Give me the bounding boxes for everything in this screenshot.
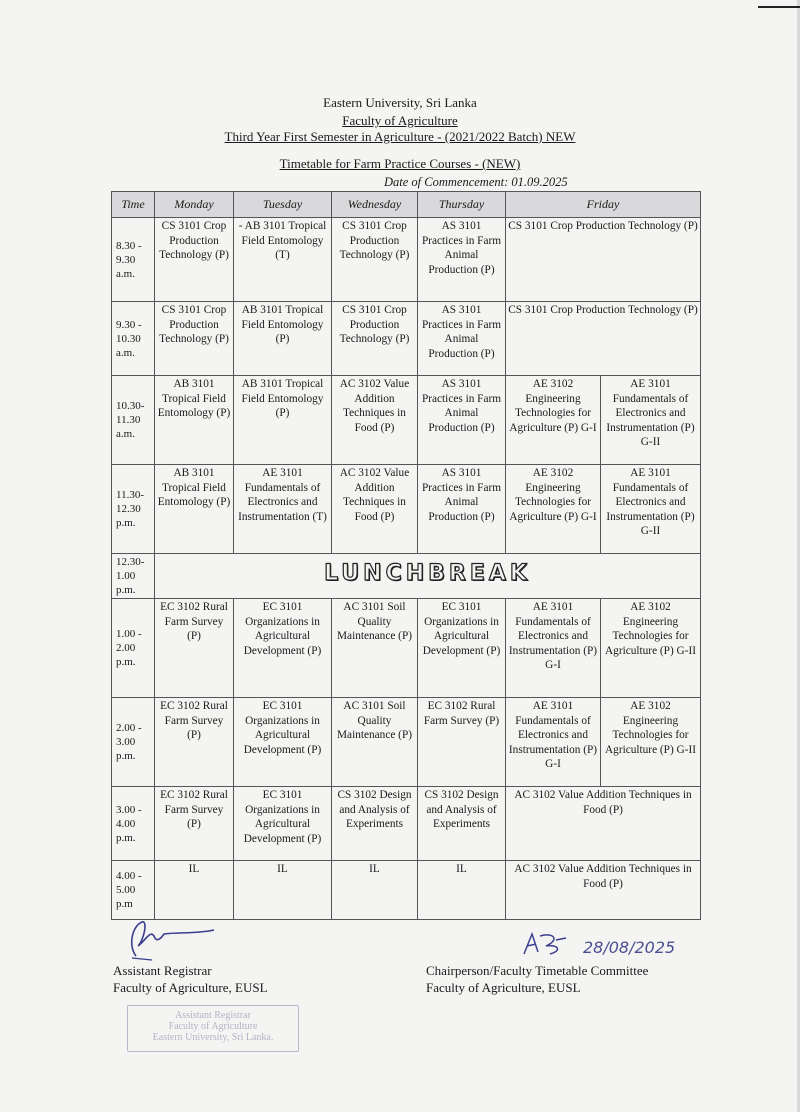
faculty-name: Faculty of Agriculture bbox=[342, 113, 458, 128]
session-cell: AE 3101 Fundamentals of Electronics and Instrumentation (P) G-I bbox=[506, 698, 601, 787]
session-cell: CS 3102 Design and Analysis of Experiments bbox=[332, 787, 418, 861]
university-name: Eastern University, Sri Lanka bbox=[323, 95, 477, 110]
table-row bbox=[112, 465, 701, 554]
session-cell: CS 3101 Crop Production Technology (P) bbox=[155, 302, 234, 376]
registrar-title: Assistant Registrar bbox=[113, 963, 212, 978]
session-cell: AS 3101 Practices in Farm Animal Production (P) bbox=[418, 302, 506, 376]
registrar-faculty: Faculty of Agriculture, EUSL bbox=[113, 980, 268, 995]
chairperson-title: Chairperson/Faculty Timetable Committee bbox=[426, 963, 649, 978]
timetable bbox=[111, 191, 701, 920]
time-cell: 4.00 - 5.00 p.m bbox=[112, 861, 155, 920]
session-cell: CS 3101 Crop Production Technology (P) bbox=[155, 218, 234, 302]
official-stamp bbox=[127, 1005, 299, 1052]
col-monday: Monday bbox=[155, 192, 234, 218]
session-cell: AB 3101 Tropical Field Entomology (P) bbox=[234, 302, 332, 376]
session-cell: AC 3102 Value Addition Techniques in Food (P) bbox=[332, 376, 418, 465]
session-cell: EC 3102 Rural Farm Survey (P) bbox=[155, 787, 234, 861]
lunch-row bbox=[112, 554, 701, 599]
time-cell: 1.00 - 2.00 p.m. bbox=[112, 599, 155, 698]
table-row bbox=[112, 218, 701, 302]
session-cell: AC 3101 Soil Quality Maintenance (P) bbox=[332, 599, 418, 698]
session-cell: EC 3101 Organizations in Agricultural Development (P) bbox=[418, 599, 506, 698]
session-cell: IL bbox=[332, 861, 418, 920]
time-cell: 12.30- 1.00 p.m. bbox=[112, 554, 155, 599]
table-row bbox=[112, 861, 701, 920]
session-cell: IL bbox=[155, 861, 234, 920]
session-cell: CS 3101 Crop Production Technology (P) bbox=[332, 302, 418, 376]
time-cell: 10.30- 11.30 a.m. bbox=[112, 376, 155, 465]
col-thursday: Thursday bbox=[418, 192, 506, 218]
lunch-word: LUNCH bbox=[324, 561, 429, 587]
table-row bbox=[112, 599, 701, 698]
session-cell: EC 3102 Rural Farm Survey (P) bbox=[418, 698, 506, 787]
session-cell: AE 3102 Engineering Technologies for Agriculture (P) G-II bbox=[601, 599, 701, 698]
registrar-signature bbox=[122, 916, 222, 962]
col-friday: Friday bbox=[506, 192, 701, 218]
session-cell: CS 3101 Crop Production Technology (P) bbox=[332, 218, 418, 302]
session-cell: CS 3101 Crop Production Technology (P) bbox=[506, 302, 701, 376]
session-cell: AC 3102 Value Addition Techniques in Food (P) bbox=[506, 787, 701, 861]
session-cell: AB 3101 Tropical Field Entomology (P) bbox=[155, 465, 234, 554]
signature-date: 28/08/2025 bbox=[583, 938, 676, 957]
commencement-date: Date of Commencement: 01.09.2025 bbox=[384, 175, 568, 189]
session-cell: AB 3101 Tropical Field Entomology (P) bbox=[155, 376, 234, 465]
lunch-break-banner bbox=[155, 554, 701, 599]
col-tuesday: Tuesday bbox=[234, 192, 332, 218]
time-cell: 11.30- 12.30 p.m. bbox=[112, 465, 155, 554]
col-time: Time bbox=[112, 192, 155, 218]
programme-title: Third Year First Semester in Agriculture - (2021/2022 Batch) NEW bbox=[224, 129, 576, 144]
session-cell: EC 3102 Rural Farm Survey (P) bbox=[155, 698, 234, 787]
session-cell: AE 3102 Engineering Technologies for Agriculture (P) G-I bbox=[506, 376, 601, 465]
session-cell: AS 3101 Practices in Farm Animal Production (P) bbox=[418, 218, 506, 302]
time-cell: 8.30 - 9.30 a.m. bbox=[112, 218, 155, 302]
session-cell: IL bbox=[234, 861, 332, 920]
session-cell: AS 3101 Practices in Farm Animal Production (P) bbox=[418, 465, 506, 554]
session-cell: AE 3101 Fundamentals of Electronics and Instrumentation (P) G-II bbox=[601, 465, 701, 554]
time-cell: 2.00 - 3.00 p.m. bbox=[112, 698, 155, 787]
session-cell: - AB 3101 Tropical Field Entomology (T) bbox=[234, 218, 332, 302]
session-cell: AS 3101 Practices in Farm Animal Production (P) bbox=[418, 376, 506, 465]
table-row bbox=[112, 787, 701, 861]
timetable-title: Timetable for Farm Practice Courses - (NEW) bbox=[279, 156, 521, 171]
session-cell: EC 3102 Rural Farm Survey (P) bbox=[155, 599, 234, 698]
corner-mark bbox=[758, 6, 800, 8]
stamp-line: Eastern University, Sri Lanka. bbox=[152, 1032, 274, 1043]
time-cell: 9.30 - 10.30 a.m. bbox=[112, 302, 155, 376]
col-wednesday: Wednesday bbox=[332, 192, 418, 218]
session-cell: EC 3101 Organizations in Agricultural Development (P) bbox=[234, 698, 332, 787]
session-cell: IL bbox=[418, 861, 506, 920]
table-row bbox=[112, 302, 701, 376]
header-row bbox=[112, 192, 701, 218]
table-row bbox=[112, 376, 701, 465]
session-cell: CS 3102 Design and Analysis of Experiments bbox=[418, 787, 506, 861]
session-cell: AE 3101 Fundamentals of Electronics and Instrumentation (T) bbox=[234, 465, 332, 554]
stamp-line: Faculty of Agriculture bbox=[168, 1021, 258, 1032]
session-cell: AE 3102 Engineering Technologies for Agriculture (P) G-II bbox=[601, 698, 701, 787]
session-cell: AE 3101 Fundamentals of Electronics and Instrumentation (P) G-II bbox=[601, 376, 701, 465]
session-cell: AE 3101 Fundamentals of Electronics and Instrumentation (P) G-I bbox=[506, 599, 601, 698]
break-word: BREAK bbox=[428, 561, 531, 587]
chairperson-signature bbox=[520, 930, 580, 960]
time-cell: 3.00 - 4.00 p.m. bbox=[112, 787, 155, 861]
chairperson-faculty: Faculty of Agriculture, EUSL bbox=[426, 980, 581, 995]
session-cell: EC 3101 Organizations in Agricultural Development (P) bbox=[234, 787, 332, 861]
session-cell: AC 3101 Soil Quality Maintenance (P) bbox=[332, 698, 418, 787]
table-row bbox=[112, 698, 701, 787]
session-cell: AB 3101 Tropical Field Entomology (P) bbox=[234, 376, 332, 465]
session-cell: AC 3102 Value Addition Techniques in Food (P) bbox=[506, 861, 701, 920]
session-cell: AC 3102 Value Addition Techniques in Food (P) bbox=[332, 465, 418, 554]
session-cell: EC 3101 Organizations in Agricultural Development (P) bbox=[234, 599, 332, 698]
session-cell: CS 3101 Crop Production Technology (P) bbox=[506, 218, 701, 302]
stamp-line: Assistant Registrar bbox=[175, 1010, 251, 1021]
session-cell: AE 3102 Engineering Technologies for Agriculture (P) G-I bbox=[506, 465, 601, 554]
